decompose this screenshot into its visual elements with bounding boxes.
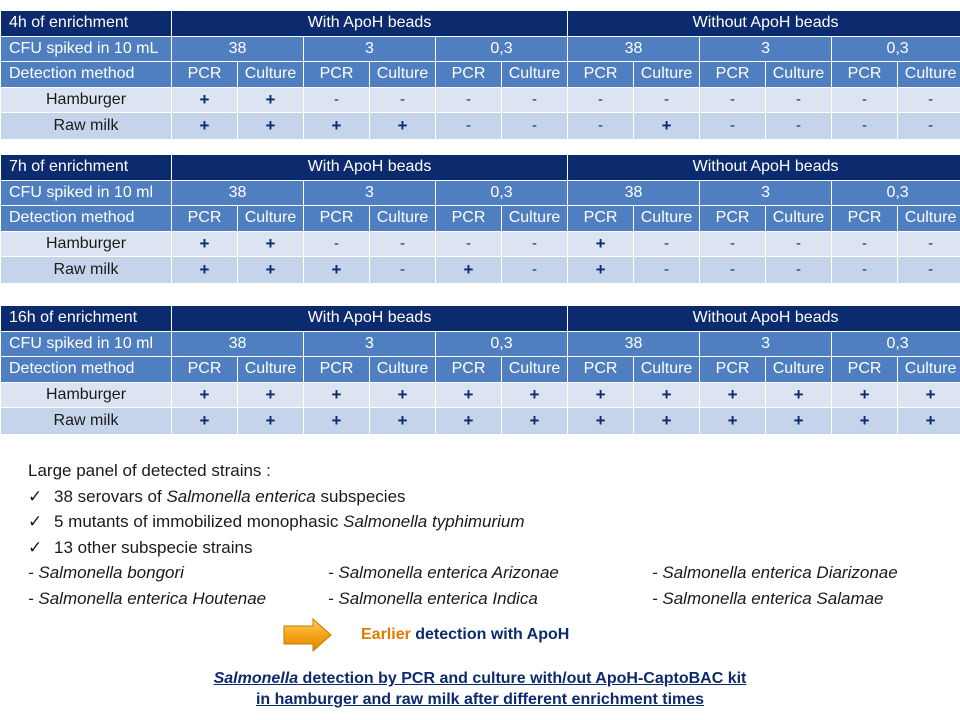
caption-line-2: in hamburger and raw milk after different enrichment times <box>255 691 705 708</box>
method-cell: Culture <box>370 206 435 232</box>
method-cell: PCR <box>832 206 897 232</box>
result-cell: + <box>634 113 699 139</box>
cfu-value: 3 <box>304 332 435 358</box>
cfu-value: 38 <box>568 181 699 207</box>
strain-name: - Salmonella enterica Houtenae <box>28 588 267 608</box>
result-cell: - <box>370 88 435 114</box>
table-row <box>1 257 960 283</box>
result-cell: + <box>634 383 699 409</box>
table-row <box>1 383 960 409</box>
cfu-value: 38 <box>568 332 699 358</box>
result-cell: + <box>304 257 369 283</box>
method-cell: Culture <box>898 206 960 232</box>
strain-panel <box>28 458 948 560</box>
cfu-value: 38 <box>568 37 699 63</box>
method-label: Detection method <box>1 357 171 383</box>
result-cell: + <box>436 257 501 283</box>
strain-name: - Salmonella enterica Indica <box>328 588 538 608</box>
method-cell: Culture <box>370 62 435 88</box>
strain-list <box>28 560 948 611</box>
result-cell: + <box>304 383 369 409</box>
method-cell: PCR <box>436 62 501 88</box>
with-apoh-header: With ApoH beads <box>172 11 567 37</box>
result-cell: + <box>700 408 765 434</box>
with-apoh-header: With ApoH beads <box>172 306 567 332</box>
method-row <box>1 206 960 232</box>
enrichment-table-7h <box>0 155 960 283</box>
enrichment-table-16h <box>0 306 960 434</box>
result-cell: + <box>436 383 501 409</box>
result-cell: - <box>832 88 897 114</box>
result-cell: + <box>172 232 237 258</box>
result-cell: + <box>238 257 303 283</box>
enrichment-time-label: 4h of enrichment <box>1 11 171 37</box>
result-cell: + <box>634 408 699 434</box>
result-cell: - <box>502 257 567 283</box>
result-cell: + <box>238 113 303 139</box>
method-cell: Culture <box>634 357 699 383</box>
result-cell: - <box>634 232 699 258</box>
method-cell: PCR <box>172 62 237 88</box>
method-cell: PCR <box>700 357 765 383</box>
cfu-row <box>1 37 960 63</box>
cfu-value: 0,3 <box>832 332 960 358</box>
method-cell: Culture <box>898 62 960 88</box>
result-cell: + <box>568 383 633 409</box>
cfu-label: CFU spiked in 10 ml <box>1 181 171 207</box>
sample-name: Hamburger <box>1 383 171 409</box>
check-icon: ✓ <box>28 486 43 506</box>
method-cell: Culture <box>238 206 303 232</box>
header-row <box>1 306 960 332</box>
without-apoh-header: Without ApoH beads <box>568 11 960 37</box>
method-cell: Culture <box>502 357 567 383</box>
method-cell: Culture <box>502 62 567 88</box>
cfu-value: 3 <box>304 181 435 207</box>
result-cell: - <box>436 113 501 139</box>
result-cell: + <box>172 383 237 409</box>
result-cell: + <box>172 257 237 283</box>
enrichment-time-label: 7h of enrichment <box>1 155 171 181</box>
result-cell: + <box>766 383 831 409</box>
cfu-value: 3 <box>304 37 435 63</box>
method-cell: PCR <box>568 206 633 232</box>
method-label: Detection method <box>1 206 171 232</box>
cfu-row <box>1 181 960 207</box>
earlier-detection-callout <box>283 617 703 653</box>
result-cell: + <box>238 383 303 409</box>
result-cell: + <box>238 408 303 434</box>
method-cell: Culture <box>766 206 831 232</box>
result-cell: + <box>172 88 237 114</box>
result-cell: - <box>502 113 567 139</box>
table-row <box>1 88 960 114</box>
sample-name: Raw milk <box>1 408 171 434</box>
result-cell: - <box>436 88 501 114</box>
sample-name: Raw milk <box>1 257 171 283</box>
result-cell: - <box>898 232 960 258</box>
result-cell: - <box>832 257 897 283</box>
method-cell: PCR <box>436 206 501 232</box>
strain-panel-intro: Large panel of detected strains : <box>28 461 271 480</box>
method-cell: PCR <box>304 357 369 383</box>
cfu-value: 0,3 <box>436 181 567 207</box>
cfu-value: 0,3 <box>436 332 567 358</box>
enrichment-table-4h <box>0 11 960 139</box>
result-cell: + <box>370 113 435 139</box>
method-cell: PCR <box>832 357 897 383</box>
strain-name: - Salmonella bongori <box>28 563 184 582</box>
table-row <box>1 408 960 434</box>
result-cell: + <box>832 383 897 409</box>
earlier-detection-text: Earlier detection with ApoH <box>361 626 570 643</box>
check-icon: ✓ <box>28 537 43 557</box>
result-cell: - <box>568 88 633 114</box>
result-cell: - <box>634 257 699 283</box>
without-apoh-header: Without ApoH beads <box>568 155 960 181</box>
strain-row <box>28 586 948 612</box>
result-cell: - <box>502 88 567 114</box>
strain-item-3: ✓ 13 other subspecie strains <box>28 535 948 561</box>
cfu-value: 0,3 <box>832 181 960 207</box>
method-cell: PCR <box>172 206 237 232</box>
result-cell: + <box>898 383 960 409</box>
cfu-value: 3 <box>700 332 831 358</box>
method-cell: Culture <box>766 357 831 383</box>
sample-name: Hamburger <box>1 232 171 258</box>
result-cell: - <box>832 232 897 258</box>
method-row <box>1 62 960 88</box>
result-cell: + <box>370 383 435 409</box>
method-cell: Culture <box>502 206 567 232</box>
result-cell: - <box>700 113 765 139</box>
result-cell: + <box>172 408 237 434</box>
method-cell: PCR <box>700 206 765 232</box>
result-cell: + <box>502 383 567 409</box>
cfu-value: 3 <box>700 181 831 207</box>
header-row <box>1 155 960 181</box>
result-cell: - <box>700 88 765 114</box>
method-cell: Culture <box>238 62 303 88</box>
result-cell: - <box>370 257 435 283</box>
result-cell: + <box>436 408 501 434</box>
result-cell: - <box>370 232 435 258</box>
method-cell: Culture <box>766 62 831 88</box>
cfu-value: 0,3 <box>436 37 567 63</box>
right-arrow-icon <box>283 617 333 653</box>
result-cell: + <box>898 408 960 434</box>
cfu-label: CFU spiked in 10 ml <box>1 332 171 358</box>
table-row <box>1 113 960 139</box>
cfu-label: CFU spiked in 10 mL <box>1 37 171 63</box>
method-cell: PCR <box>832 62 897 88</box>
cfu-value: 38 <box>172 37 303 63</box>
method-cell: Culture <box>634 62 699 88</box>
result-cell: - <box>766 88 831 114</box>
check-icon: ✓ <box>28 512 43 531</box>
result-cell: + <box>172 113 237 139</box>
method-cell: Culture <box>634 206 699 232</box>
result-cell: - <box>766 232 831 258</box>
sample-name: Hamburger <box>1 88 171 114</box>
strain-name: - Salmonella enterica Arizonae <box>328 563 559 582</box>
result-cell: + <box>568 257 633 283</box>
strain-name: - Salmonella enterica Salamae <box>652 588 884 608</box>
method-cell: PCR <box>304 206 369 232</box>
method-cell: PCR <box>172 357 237 383</box>
result-cell: - <box>436 232 501 258</box>
result-cell: - <box>304 232 369 258</box>
result-cell: + <box>238 232 303 258</box>
cfu-value: 3 <box>700 37 831 63</box>
result-cell: - <box>832 113 897 139</box>
strain-item-1: ✓ 38 serovars of Salmonella enterica subspecies <box>28 484 948 510</box>
result-cell: + <box>370 408 435 434</box>
result-cell: + <box>832 408 897 434</box>
method-cell: Culture <box>238 357 303 383</box>
method-cell: PCR <box>568 357 633 383</box>
method-cell: PCR <box>304 62 369 88</box>
result-cell: - <box>766 257 831 283</box>
result-cell: + <box>700 383 765 409</box>
strain-name: - Salmonella enterica Diarizonae <box>652 563 898 582</box>
enrichment-time-label: 16h of enrichment <box>1 306 171 332</box>
method-row <box>1 357 960 383</box>
cfu-value: 0,3 <box>832 37 960 63</box>
method-cell: PCR <box>700 62 765 88</box>
result-cell: + <box>238 88 303 114</box>
cfu-value: 38 <box>172 181 303 207</box>
cfu-row <box>1 332 960 358</box>
table-row <box>1 232 960 258</box>
method-cell: PCR <box>436 357 501 383</box>
result-cell: + <box>568 232 633 258</box>
result-cell: + <box>568 408 633 434</box>
result-cell: + <box>502 408 567 434</box>
result-cell: - <box>304 88 369 114</box>
method-cell: Culture <box>898 357 960 383</box>
method-cell: PCR <box>568 62 633 88</box>
result-cell: - <box>700 232 765 258</box>
result-cell: + <box>766 408 831 434</box>
result-cell: + <box>304 408 369 434</box>
strain-item-2: ✓ 5 mutants of immobilized monophasic Salmonella typhimurium <box>28 509 948 535</box>
result-cell: - <box>502 232 567 258</box>
method-label: Detection method <box>1 62 171 88</box>
with-apoh-header: With ApoH beads <box>172 155 567 181</box>
result-cell: - <box>898 113 960 139</box>
strain-row <box>28 560 948 586</box>
result-cell: - <box>568 113 633 139</box>
earlier-word: Earlier <box>361 626 411 643</box>
without-apoh-header: Without ApoH beads <box>568 306 960 332</box>
result-cell: - <box>634 88 699 114</box>
figure-caption <box>0 668 960 710</box>
result-cell: + <box>304 113 369 139</box>
result-cell: - <box>766 113 831 139</box>
result-cell: - <box>898 257 960 283</box>
result-cell: - <box>700 257 765 283</box>
result-cell: - <box>898 88 960 114</box>
header-row <box>1 11 960 37</box>
caption-line-1: Salmonella detection by PCR and culture with/out ApoH-CaptoBAC kit <box>213 670 747 687</box>
sample-name: Raw milk <box>1 113 171 139</box>
cfu-value: 38 <box>172 332 303 358</box>
method-cell: Culture <box>370 357 435 383</box>
